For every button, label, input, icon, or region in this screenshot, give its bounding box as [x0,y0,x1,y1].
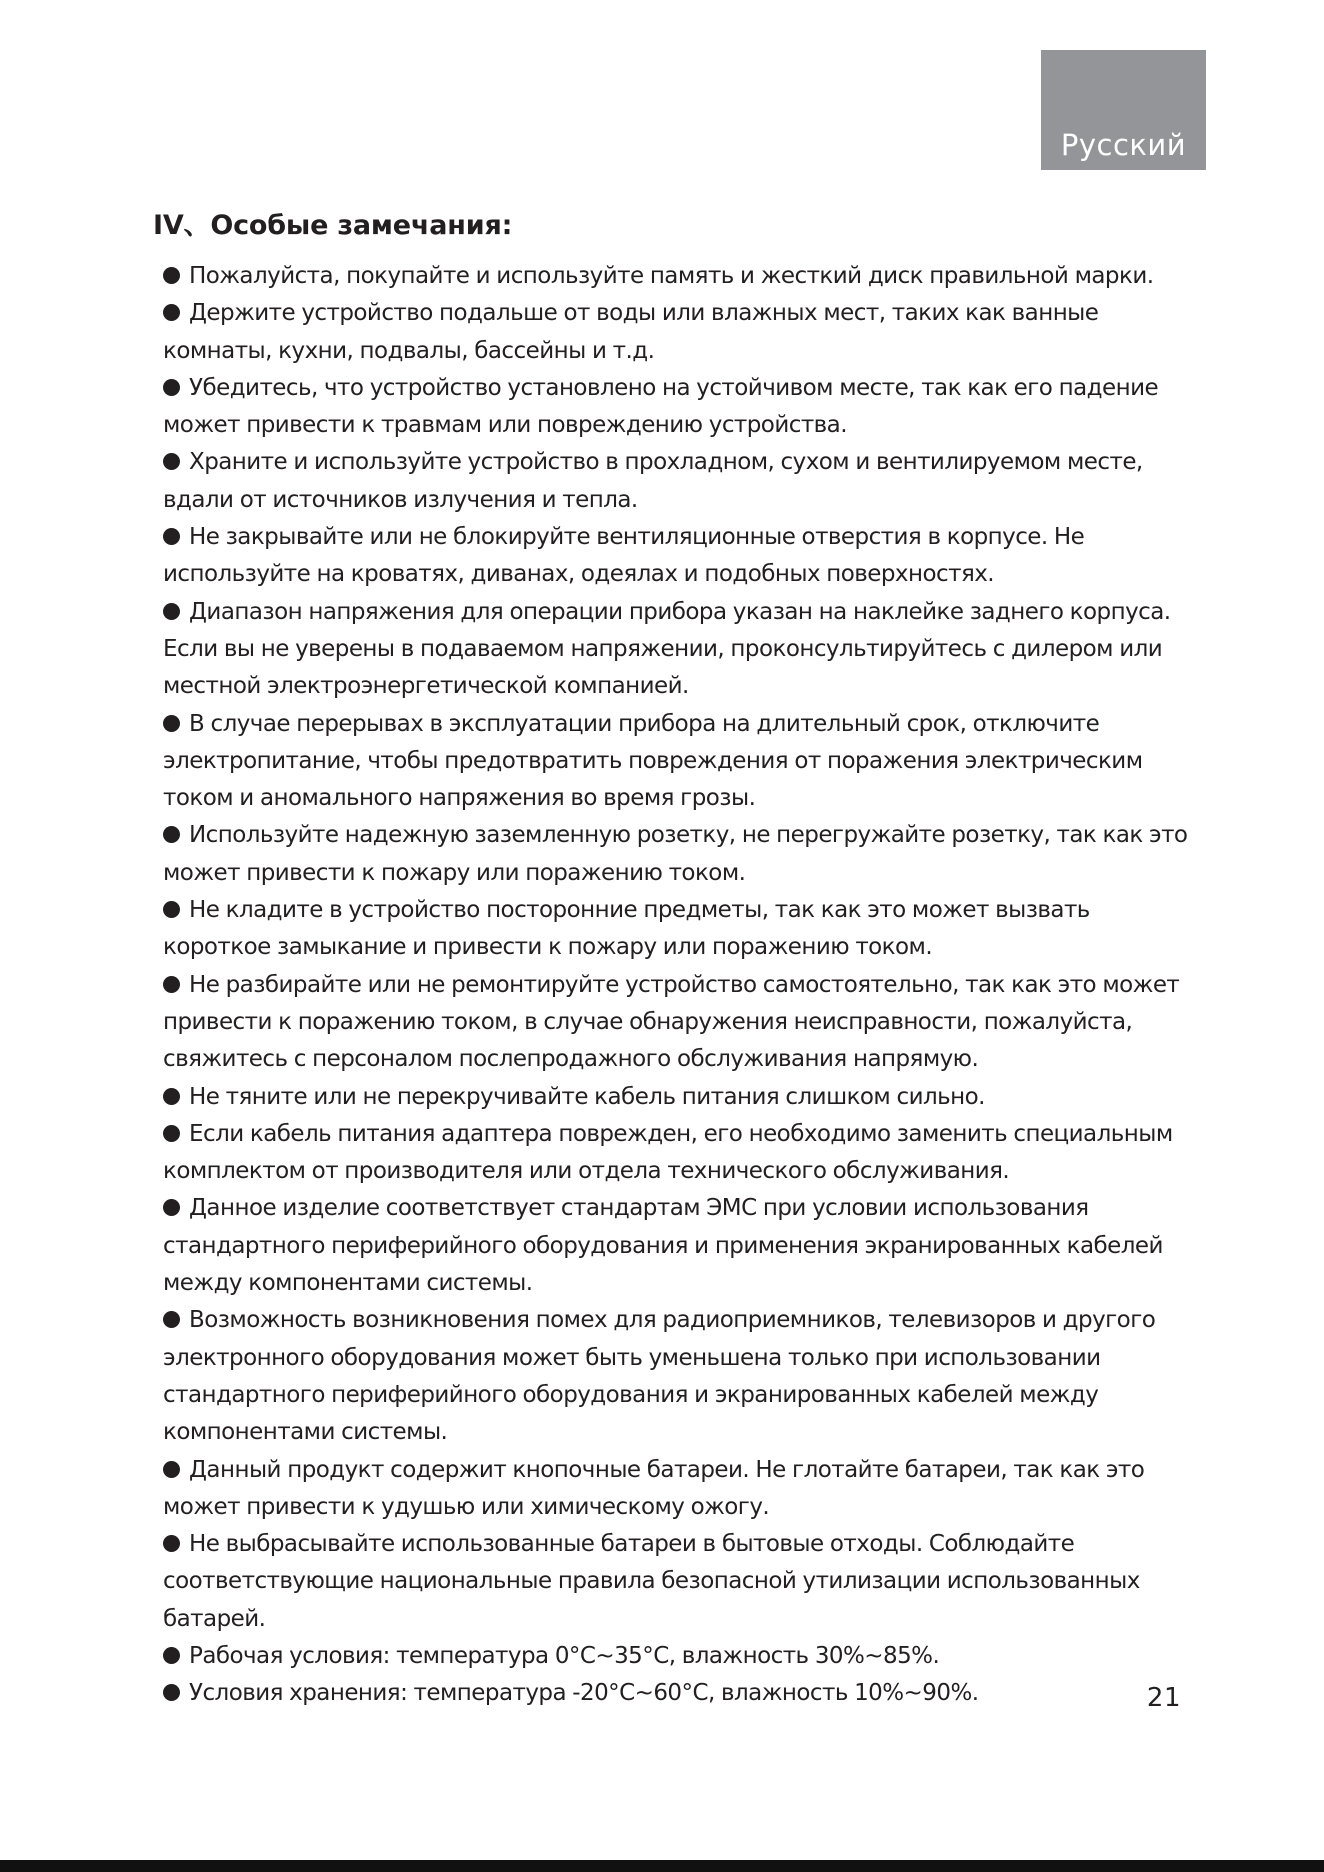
page-number: 21 [1146,1683,1181,1713]
bullet-icon [163,715,180,732]
note-item [163,1079,1198,1116]
note-item [163,706,1198,818]
note-text: Данное изделие соответствует стандартам ЭМС при условии использования стандартного периферийного оборудования и применения экранированных кабелей между компонентами системы. [163,1195,1163,1297]
note-text: Рабочая условия: температура 0°C~35°C, влажность 30%~85%. [189,1642,940,1669]
note-text: Данный продукт содержит кнопочные батареи. Не глотайте батареи, так как это может привести к удушью или химическому ожогу. [163,1456,1145,1520]
note-item [163,519,1198,594]
note-item [163,1302,1198,1451]
note-text: Диапазон напряжения для операции прибора указан на наклейке заднего корпуса. Если вы не уверены в подаваемом напряжении, проконсультируйтесь с дилером или местной электроэнергетической компанией. [163,598,1171,700]
note-text: Держите устройство подальше от воды или влажных мест, таких как ванные комнаты, кухни, подвалы, бассейны и т.д. [163,300,1099,364]
bullet-icon [163,603,180,620]
note-item [163,1452,1198,1527]
note-text: Не закрывайте или не блокируйте вентиляционные отверстия в корпусе. Не используйте на кроватях, диванах, одеялах и подобных поверхностях. [163,524,1085,588]
note-item [163,1675,1198,1712]
note-item [163,258,1198,295]
note-item [163,1190,1198,1302]
bullet-icon [163,453,180,470]
note-text: Условия хранения: температура -20°C~60°C, влажность 10%~90%. [189,1680,979,1707]
note-text: Не разбирайте или не ремонтируйте устройство самостоятельно, так как это может привести к поражению током, в случае обнаружения неисправности, пожалуйста, свяжитесь с персоналом послепродажного обслуживания напрямую. [163,971,1180,1073]
bullet-icon [163,1088,180,1105]
note-text: Храните и используйте устройство в прохладном, сухом и вентилируемом месте, вдали от источников излучения и тепла. [163,449,1143,513]
note-item [163,295,1198,370]
note-item [163,444,1198,519]
bullet-icon [163,267,180,284]
note-text: Используйте надежную заземленную розетку, не перегружайте розетку, так как это может привести к пожару или поражению током. [163,822,1188,886]
note-text: Пожалуйста, покупайте и используйте память и жесткий диск правильной марки. [189,263,1154,289]
note-text: Убедитесь, что устройство установлено на устойчивом месте, так как его падение может привести к травмам или повреждению устройства. [163,374,1159,439]
note-text: В случае перерывах в эксплуатации прибора на длительный срок, отключите электропитание, чтобы предотвратить повреждения от поражения электрическим током и аномального напряжения во время грозы. [163,710,1143,812]
bullet-icon [163,304,180,321]
bullet-icon [163,1684,180,1701]
bullet-icon [163,1647,180,1664]
note-item [163,892,1198,967]
language-tab [1041,50,1206,170]
note-item [163,817,1198,892]
bullet-icon [163,1311,180,1328]
bullet-icon [163,826,180,843]
bullet-icon [163,1125,180,1142]
bullet-icon [163,1461,180,1478]
language-tab-label: Русский [1060,128,1187,162]
note-item [163,1638,1198,1675]
note-item [163,370,1198,445]
note-item [163,967,1198,1079]
bullet-icon [163,1535,180,1552]
note-text: Не тяните или не перекручивайте кабель питания слишком сильно. [189,1083,985,1110]
bullet-icon [163,976,180,993]
bullet-icon [163,379,180,396]
bullet-icon [163,901,180,918]
note-text: Если кабель питания адаптера поврежден, его необходимо заменить специальным комплектом от производителя или отдела технического обслуживания. [163,1120,1173,1185]
note-item [163,1526,1198,1638]
note-item [163,1116,1198,1191]
note-text: Не кладите в устройство посторонние предметы, так как это может вызвать короткое замыкание и привести к пожару или поражению током. [163,897,1090,961]
note-text: Не выбрасывайте использованные батареи в бытовые отходы. Соблюдайте соответствующие национальные правила безопасной утилизации использованных батарей. [163,1531,1140,1632]
bottom-edge-bar [0,1860,1324,1872]
notes-list [163,258,1198,1713]
section-heading: IV、Особые замечания: [153,210,513,241]
note-text: Возможность возникновения помех для радиоприемников, телевизоров и другого электронного оборудования может быть уменьшена только при использовании стандартного периферийного оборудования и экранированных кабелей между компонентами системы. [163,1307,1156,1446]
note-item [163,594,1198,706]
bullet-icon [163,528,180,545]
bullet-icon [163,1199,180,1216]
